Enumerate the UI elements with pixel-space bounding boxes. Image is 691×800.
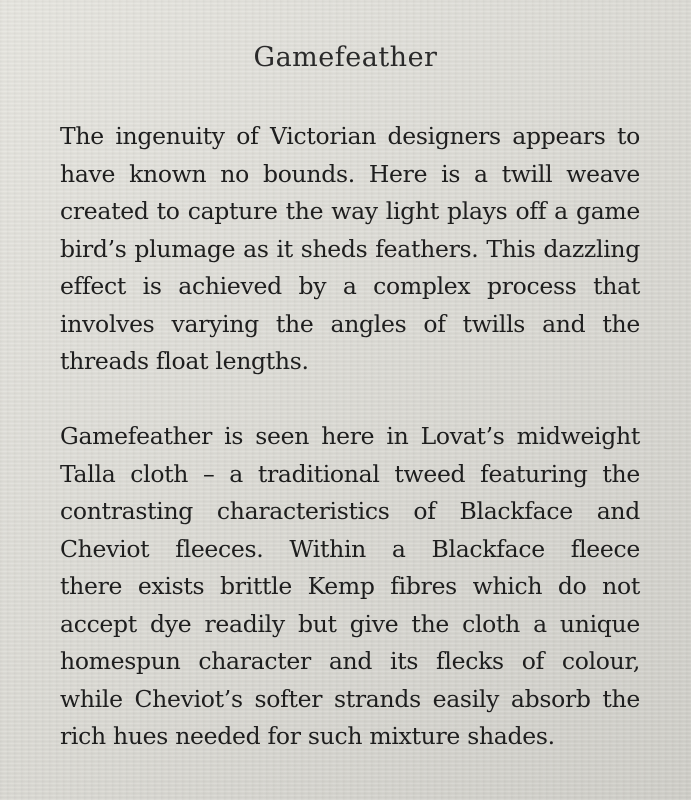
paragraph-line: created to capture the way light plays off a game bbox=[60, 197, 640, 225]
paragraph-line: rich hues needed for such mixture shades. bbox=[60, 722, 555, 750]
paragraph-line: homespun character and its flecks of colour, bbox=[60, 647, 640, 675]
paragraph-line: have known no bounds. Here is a twill weave bbox=[60, 159, 640, 188]
paragraph-line: accept dye readily but give the cloth a unique bbox=[60, 609, 640, 638]
paragraph-line: while Cheviot’s softer strands easily absorb the bbox=[60, 684, 640, 713]
paragraph-line: threads float lengths. bbox=[60, 347, 309, 375]
page-title: Gamefeather bbox=[253, 42, 438, 73]
paragraph-line: bird’s plumage as it sheds feathers. This dazzling bbox=[60, 234, 640, 263]
paragraph-line: Cheviot fleeces. Within a Blackface fleece bbox=[60, 534, 640, 563]
paragraph-line: contrasting characteristics of Blackface and bbox=[60, 497, 640, 525]
paragraph-line: Gamefeather is seen here in Lovat’s midweight bbox=[60, 422, 640, 450]
paragraph-line: there exists brittle Kemp fibres which do not bbox=[60, 572, 640, 600]
paragraph-talla-cloth bbox=[60, 418, 640, 756]
paragraph-line: involves varying the angles of twills and the bbox=[60, 309, 640, 338]
paragraph-line: Talla cloth – a traditional tweed featuring the bbox=[60, 459, 640, 488]
paragraph-line: effect is achieved by a complex process that bbox=[60, 272, 640, 300]
paragraph-line: The ingenuity of Victorian designers appears to bbox=[60, 122, 640, 150]
paragraph-victorian-designers bbox=[60, 118, 640, 381]
